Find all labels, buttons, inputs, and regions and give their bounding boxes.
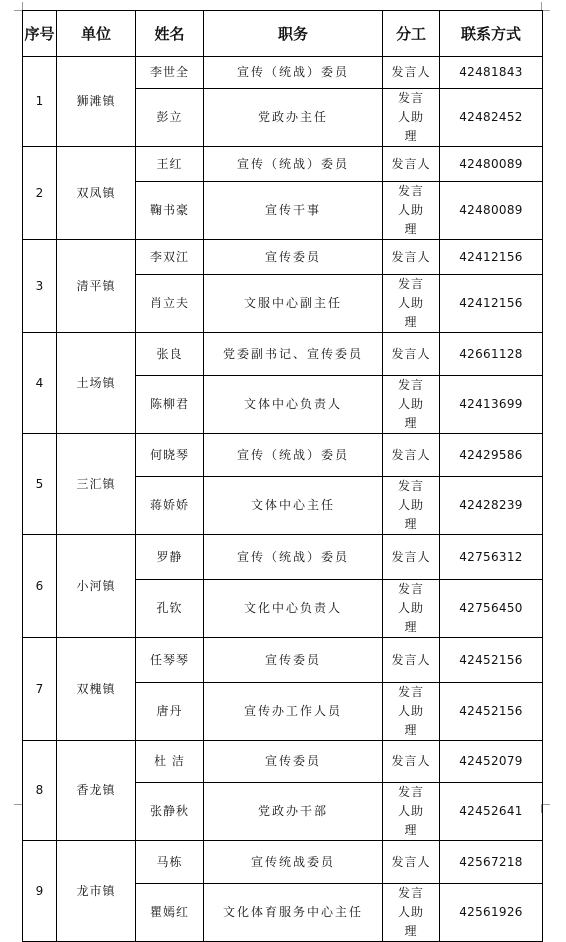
unit-name: 狮滩镇 bbox=[57, 57, 136, 147]
row-index: 9 bbox=[23, 841, 57, 942]
row-index: 7 bbox=[23, 638, 57, 741]
person-duty: 宣传干事 bbox=[204, 182, 383, 240]
table-row bbox=[23, 57, 543, 89]
person-duty: 宣传委员 bbox=[204, 741, 383, 783]
person-role: 发言人 bbox=[383, 741, 440, 783]
person-name: 瞿嫣红 bbox=[136, 884, 204, 942]
person-role: 发言人助理 bbox=[383, 683, 440, 741]
person-role: 发言人 bbox=[383, 240, 440, 275]
phone-number: 42482452 bbox=[440, 89, 543, 147]
person-name: 张静秋 bbox=[136, 783, 204, 841]
person-role: 发言人 bbox=[383, 147, 440, 182]
row-index: 4 bbox=[23, 333, 57, 434]
person-duty: 宣传（统战）委员 bbox=[204, 434, 383, 477]
person-name: 蒋娇娇 bbox=[136, 477, 204, 535]
unit-name: 小河镇 bbox=[57, 535, 136, 638]
person-duty: 文体中心主任 bbox=[204, 477, 383, 535]
phone-number: 42412156 bbox=[440, 275, 543, 333]
person-duty: 宣传委员 bbox=[204, 638, 383, 683]
phone-number: 42452641 bbox=[440, 783, 543, 841]
phone-number: 42428239 bbox=[440, 477, 543, 535]
phone-number: 42413699 bbox=[440, 376, 543, 434]
phone-number: 42756312 bbox=[440, 535, 543, 580]
phone-number: 42567218 bbox=[440, 841, 543, 884]
person-name: 肖立夫 bbox=[136, 275, 204, 333]
person-name: 李世全 bbox=[136, 57, 204, 89]
person-role: 发言人助理 bbox=[383, 580, 440, 638]
person-duty: 宣传（统战）委员 bbox=[204, 147, 383, 182]
header-row bbox=[23, 11, 543, 57]
row-index: 2 bbox=[23, 147, 57, 240]
header-unit: 单位 bbox=[57, 11, 136, 57]
person-duty: 宣传（统战）委员 bbox=[204, 57, 383, 89]
unit-name: 香龙镇 bbox=[57, 741, 136, 841]
unit-name: 双槐镇 bbox=[57, 638, 136, 741]
header-name: 姓名 bbox=[136, 11, 204, 57]
person-role: 发言人 bbox=[383, 434, 440, 477]
person-duty: 党政办主任 bbox=[204, 89, 383, 147]
header-phone: 联系方式 bbox=[440, 11, 543, 57]
table-row bbox=[23, 535, 543, 580]
person-name: 任琴琴 bbox=[136, 638, 204, 683]
phone-number: 42412156 bbox=[440, 240, 543, 275]
person-role: 发言人 bbox=[383, 333, 440, 376]
phone-number: 42429586 bbox=[440, 434, 543, 477]
person-name: 彭立 bbox=[136, 89, 204, 147]
person-name: 马栋 bbox=[136, 841, 204, 884]
person-duty: 宣传办工作人员 bbox=[204, 683, 383, 741]
row-index: 8 bbox=[23, 741, 57, 841]
person-role: 发言人助理 bbox=[383, 89, 440, 147]
person-duty: 党委副书记、宣传委员 bbox=[204, 333, 383, 376]
person-role: 发言人助理 bbox=[383, 275, 440, 333]
person-name: 李双江 bbox=[136, 240, 204, 275]
person-role: 发言人助理 bbox=[383, 477, 440, 535]
person-duty: 文化中心负责人 bbox=[204, 580, 383, 638]
person-name: 王红 bbox=[136, 147, 204, 182]
header-role: 分工 bbox=[383, 11, 440, 57]
person-name: 孔钦 bbox=[136, 580, 204, 638]
row-index: 6 bbox=[23, 535, 57, 638]
row-index: 3 bbox=[23, 240, 57, 333]
table-row bbox=[23, 434, 543, 477]
table-row bbox=[23, 333, 543, 376]
person-role: 发言人 bbox=[383, 57, 440, 89]
person-role: 发言人 bbox=[383, 535, 440, 580]
person-role: 发言人 bbox=[383, 841, 440, 884]
phone-number: 42452079 bbox=[440, 741, 543, 783]
row-index: 1 bbox=[23, 57, 57, 147]
person-name: 鞠书豪 bbox=[136, 182, 204, 240]
unit-name: 三汇镇 bbox=[57, 434, 136, 535]
row-index: 5 bbox=[23, 434, 57, 535]
person-name: 杜 洁 bbox=[136, 741, 204, 783]
table-row bbox=[23, 147, 543, 182]
table-row bbox=[23, 841, 543, 884]
phone-number: 42480089 bbox=[440, 147, 543, 182]
spokesperson-contact-table bbox=[22, 10, 543, 942]
header-index: 序号 bbox=[23, 11, 57, 57]
phone-number: 42756450 bbox=[440, 580, 543, 638]
table-body bbox=[23, 57, 543, 942]
person-name: 唐丹 bbox=[136, 683, 204, 741]
person-name: 张良 bbox=[136, 333, 204, 376]
header-duty: 职务 bbox=[204, 11, 383, 57]
person-duty: 宣传统战委员 bbox=[204, 841, 383, 884]
person-name: 罗静 bbox=[136, 535, 204, 580]
unit-name: 龙市镇 bbox=[57, 841, 136, 942]
person-duty: 宣传（统战）委员 bbox=[204, 535, 383, 580]
person-role: 发言人助理 bbox=[383, 884, 440, 942]
unit-name: 双凤镇 bbox=[57, 147, 136, 240]
phone-number: 42481843 bbox=[440, 57, 543, 89]
person-role: 发言人助理 bbox=[383, 376, 440, 434]
unit-name: 土场镇 bbox=[57, 333, 136, 434]
phone-number: 42452156 bbox=[440, 638, 543, 683]
person-duty: 文化体育服务中心主任 bbox=[204, 884, 383, 942]
phone-number: 42661128 bbox=[440, 333, 543, 376]
unit-name: 清平镇 bbox=[57, 240, 136, 333]
person-name: 陈柳君 bbox=[136, 376, 204, 434]
person-duty: 党政办干部 bbox=[204, 783, 383, 841]
phone-number: 42480089 bbox=[440, 182, 543, 240]
phone-number: 42561926 bbox=[440, 884, 543, 942]
person-role: 发言人 bbox=[383, 638, 440, 683]
person-duty: 文服中心副主任 bbox=[204, 275, 383, 333]
person-duty: 文体中心负责人 bbox=[204, 376, 383, 434]
person-duty: 宣传委员 bbox=[204, 240, 383, 275]
table-row bbox=[23, 240, 543, 275]
table-row bbox=[23, 741, 543, 783]
person-name: 何晓琴 bbox=[136, 434, 204, 477]
table-row bbox=[23, 638, 543, 683]
phone-number: 42452156 bbox=[440, 683, 543, 741]
person-role: 发言人助理 bbox=[383, 182, 440, 240]
person-role: 发言人助理 bbox=[383, 783, 440, 841]
